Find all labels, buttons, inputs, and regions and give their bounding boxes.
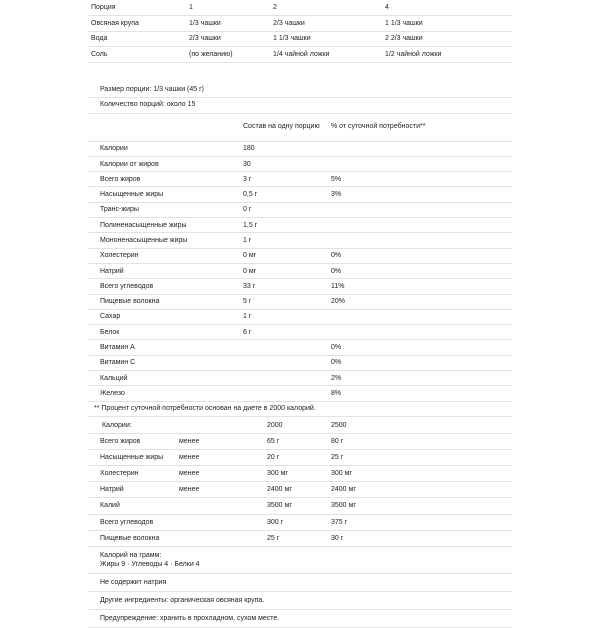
nutrient-row-cell: Пищевые волокна — [88, 294, 240, 309]
nutrient-row — [88, 294, 512, 309]
daily-value-row-cell: 25 г — [328, 449, 512, 465]
nutrient-row-cell: Кальций — [88, 371, 240, 386]
daily-value-row-cell: 3500 мг — [328, 498, 512, 514]
nutrient-row-cell: 1,5 г — [240, 218, 328, 233]
nutrient-row-cell — [328, 202, 512, 217]
daily-value-row-cell: менее — [176, 482, 264, 498]
daily-value-row — [88, 530, 512, 546]
nutrient-row — [88, 325, 512, 340]
prep-row-cell: 1/2 чайной ложки — [382, 47, 512, 63]
nutrient-row-cell: 8% — [328, 386, 512, 401]
nutrient-row — [88, 355, 512, 370]
nutrient-row-cell: 1 г — [240, 233, 328, 248]
daily-value-row-cell: 3500 мг — [264, 498, 328, 514]
section-spacer — [88, 63, 512, 83]
prep-row-cell: 1 — [186, 0, 270, 15]
nutrient-row-cell: 0 г — [240, 202, 328, 217]
header-per-serving: Состав на одну порцию — [240, 114, 328, 142]
daily-value-footnote: ** Процент суточной потребности основан на диете в 2000 калорий. — [88, 402, 512, 418]
daily-value-row — [88, 449, 512, 465]
nutrient-row-cell — [328, 141, 512, 156]
daily-value-row-cell: 300 г — [264, 514, 328, 530]
daily-value-row-cell: 2000 — [264, 417, 328, 433]
servings-count: Количество порций: около 15 — [88, 98, 512, 113]
daily-value-row-cell: менее — [176, 449, 264, 465]
nutrient-row-cell: 0% — [328, 248, 512, 263]
nutrient-row-cell: 1 г — [240, 309, 328, 324]
prep-row — [88, 15, 512, 31]
prep-row-cell: Вода — [88, 31, 186, 47]
prep-row-cell: (по желанию) — [186, 47, 270, 63]
nutrient-row-cell: 5% — [328, 172, 512, 187]
daily-value-row-cell — [176, 514, 264, 530]
daily-value-row-cell: Пищевые волокна — [88, 530, 176, 546]
nutrient-row-cell: 0% — [328, 340, 512, 355]
nutrient-row-cell — [240, 371, 328, 386]
daily-value-row-cell: 2400 мг — [328, 482, 512, 498]
daily-value-row-cell: 300 мг — [264, 465, 328, 481]
nutrition-header-row — [88, 114, 512, 142]
nutrient-row — [88, 279, 512, 294]
nutrient-row-cell: Транс-жиры — [88, 202, 240, 217]
nutrient-row-cell — [328, 218, 512, 233]
nutrient-row-cell: 180 — [240, 141, 328, 156]
prep-row-cell: 2 2/3 чашки — [382, 31, 512, 47]
nutrient-row-cell: Железо — [88, 386, 240, 401]
nutrition-facts-table — [88, 114, 512, 402]
nutrient-row-cell: 2% — [328, 371, 512, 386]
nutrient-row-cell: 20% — [328, 294, 512, 309]
nutrient-row — [88, 248, 512, 263]
product-info-document — [88, 0, 512, 628]
nutrient-row — [88, 218, 512, 233]
nutrient-row-cell — [240, 355, 328, 370]
nutrient-row-cell: 6 г — [240, 325, 328, 340]
daily-value-row-cell: 2500 — [328, 417, 512, 433]
daily-value-row-cell: менее — [176, 465, 264, 481]
prep-row-cell: 1 1/3 чашки — [270, 31, 382, 47]
prep-row-cell: 1 1/3 чашки — [382, 15, 512, 31]
serving-size: Размер порции: 1/3 чашки (45 г) — [88, 83, 512, 98]
sodium-free-note: Не содержит натрия — [88, 574, 512, 592]
daily-value-row-cell: Всего жиров — [88, 433, 176, 449]
nutrient-row-cell: Калории от жиров — [88, 156, 240, 171]
prep-row — [88, 47, 512, 63]
nutrient-row-cell: Натрий — [88, 263, 240, 278]
nutrient-row-cell: 11% — [328, 279, 512, 294]
nutrient-row — [88, 202, 512, 217]
nutrient-row-cell: 0% — [328, 355, 512, 370]
daily-value-row-cell: Натрий — [88, 482, 176, 498]
daily-value-row-cell — [176, 498, 264, 514]
nutrient-row-cell: Витамин С — [88, 355, 240, 370]
daily-value-row-cell: 375 г — [328, 514, 512, 530]
prep-row — [88, 0, 512, 15]
prep-row-cell: Соль — [88, 47, 186, 63]
storage-warning: Предупреждение: хранить в прохладном, сухом месте. — [88, 610, 512, 628]
daily-value-row — [88, 514, 512, 530]
daily-value-row — [88, 417, 512, 433]
nutrient-row-cell: 3 г — [240, 172, 328, 187]
nutrient-row — [88, 309, 512, 324]
nutrient-row-cell: 30 — [240, 156, 328, 171]
nutrient-row-cell: 3% — [328, 187, 512, 202]
daily-value-row — [88, 465, 512, 481]
nutrient-row-cell: 0,5 г — [240, 187, 328, 202]
daily-value-row-cell: Холестерин — [88, 465, 176, 481]
daily-value-row-cell — [176, 417, 264, 433]
preparation-table — [88, 0, 512, 63]
daily-value-row-cell: 30 г — [328, 530, 512, 546]
nutrient-row-cell: Мононенасыщенные жиры — [88, 233, 240, 248]
nutrient-row-cell: 0 мг — [240, 248, 328, 263]
nutrient-row — [88, 156, 512, 171]
nutrient-row-cell — [328, 156, 512, 171]
nutrient-row-cell: Всего углеводов — [88, 279, 240, 294]
daily-value-row-cell: 20 г — [264, 449, 328, 465]
nutrient-row-cell — [328, 325, 512, 340]
daily-value-row-cell: менее — [176, 433, 264, 449]
prep-row-cell: 4 — [382, 0, 512, 15]
nutrient-row-cell: Сахар — [88, 309, 240, 324]
nutrient-row — [88, 233, 512, 248]
nutrient-row-cell: 0% — [328, 263, 512, 278]
nutrient-row — [88, 172, 512, 187]
nutrient-row — [88, 371, 512, 386]
calories-per-gram-title: Калорий на грамм: — [100, 551, 162, 559]
daily-values-table — [88, 417, 512, 547]
daily-value-row-cell: 80 г — [328, 433, 512, 449]
nutrient-row — [88, 340, 512, 355]
nutrient-row-cell — [240, 386, 328, 401]
daily-value-row-cell: Калий — [88, 498, 176, 514]
nutrient-row-cell: 33 г — [240, 279, 328, 294]
daily-value-row-cell: 65 г — [264, 433, 328, 449]
nutrient-row-cell: 5 г — [240, 294, 328, 309]
nutrient-row-cell: 0 мг — [240, 263, 328, 278]
daily-value-row — [88, 482, 512, 498]
nutrient-row-cell — [240, 340, 328, 355]
nutrient-row-cell: Холестерин — [88, 248, 240, 263]
nutrient-row-cell: Витамин А — [88, 340, 240, 355]
daily-value-row-cell: 2400 мг — [264, 482, 328, 498]
prep-row-cell: 2/3 чашки — [186, 31, 270, 47]
nutrient-row — [88, 187, 512, 202]
calories-per-gram-values: Жиры 9 · Углеводы 4 · Белки 4 — [100, 560, 200, 568]
prep-row-cell: Порция — [88, 0, 186, 15]
nutrient-row-cell: Калории — [88, 141, 240, 156]
prep-row-cell: 1/3 чашки — [186, 15, 270, 31]
daily-value-row — [88, 433, 512, 449]
nutrient-row-cell: Полиненасыщенные жиры — [88, 218, 240, 233]
prep-row-cell: 2 — [270, 0, 382, 15]
daily-value-row-cell: Всего углеводов — [88, 514, 176, 530]
prep-row — [88, 31, 512, 47]
daily-value-row-cell: 25 г — [264, 530, 328, 546]
header-daily-value: % от суточной потребности** — [328, 114, 512, 142]
nutrient-row — [88, 386, 512, 401]
daily-value-row-cell — [176, 530, 264, 546]
ingredients-note: Другие ингредиенты: органическая овсяная крупа. — [88, 592, 512, 610]
prep-row-cell: Овсяная крупа — [88, 15, 186, 31]
nutrient-row — [88, 141, 512, 156]
prep-row-cell: 1/4 чайной ложки — [270, 47, 382, 63]
daily-value-row — [88, 498, 512, 514]
nutrient-row-cell: Белок — [88, 325, 240, 340]
nutrient-row — [88, 263, 512, 278]
calories-per-gram — [88, 547, 512, 574]
daily-value-row-cell: Насыщенные жиры — [88, 449, 176, 465]
nutrient-row-cell — [328, 309, 512, 324]
nutrient-row-cell — [328, 233, 512, 248]
nutrient-row-cell: Всего жиров — [88, 172, 240, 187]
prep-row-cell: 2/3 чашки — [270, 15, 382, 31]
nutrient-row-cell: Насыщенные жиры — [88, 187, 240, 202]
daily-value-row-cell: 300 мг — [328, 465, 512, 481]
daily-value-row-cell: Калории: — [88, 417, 176, 433]
